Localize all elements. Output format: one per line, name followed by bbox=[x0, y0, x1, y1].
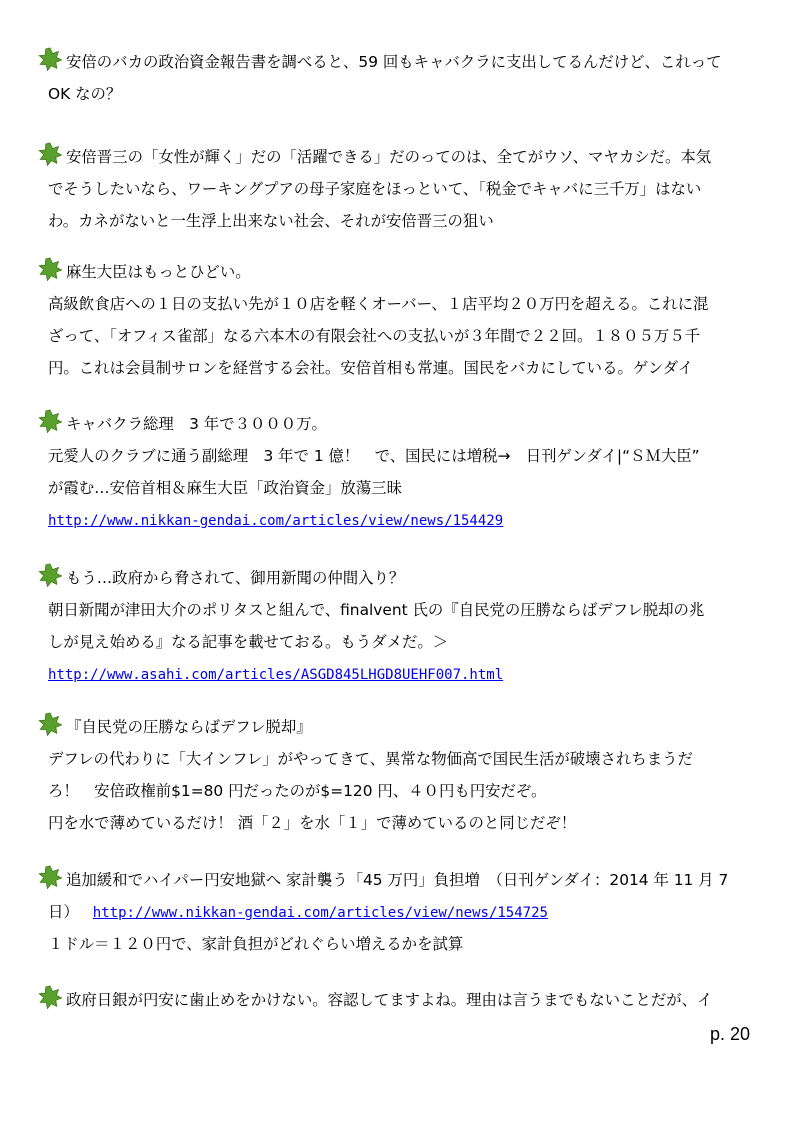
green-star-icon bbox=[38, 712, 62, 736]
entry-line: 円。これは会員制サロンを経営する会社。安倍首相も常連。国民をバカにしている。ゲンダイ bbox=[48, 359, 694, 377]
entry-heading: 安倍のバカの政治資金報告書を調べると、59 回もキャバクラに支出してるんだけど、これって bbox=[38, 46, 750, 78]
green-star-icon bbox=[38, 985, 62, 1009]
entry-heading: キャバクラ総理 3 年で３０００万。 bbox=[38, 408, 750, 440]
green-star-icon bbox=[38, 142, 62, 166]
green-star-icon bbox=[38, 257, 62, 281]
page-number: p. 20 bbox=[709, 1024, 750, 1044]
entry-1 bbox=[38, 46, 750, 110]
entry-line: 朝日新聞が津田大介のポリタスと組んで、finalvent 氏の『自民党の圧勝ならばデフレ脱却の兆 bbox=[48, 601, 705, 619]
article-link[interactable]: http://www.nikkan-gendai.com/articles/view/news/154429 bbox=[48, 513, 504, 529]
article-link[interactable]: http://www.asahi.com/articles/ASGD845LHGD8UEHF007.html bbox=[48, 667, 504, 683]
entry-4 bbox=[38, 408, 750, 536]
entry-line: ろ！ 安倍政権前$1=80 円だったのが$=120 円、４０円も円安だぞ。 bbox=[48, 782, 547, 800]
entry-8 bbox=[38, 984, 750, 1016]
entry-heading: 麻生大臣はもっとひどい。 bbox=[38, 256, 750, 288]
entry-2 bbox=[38, 141, 750, 237]
entry-line: ざって、「オフィス雀部」なる六本木の有限会社への支払いが３年間で２２回。１８０５万５千 bbox=[48, 327, 701, 345]
entry-line: 元愛人のクラブに通う副総理 3 年で 1 億！ で、国民には増税→ 日刊ゲンダイ|“ＳＭ大臣” bbox=[48, 447, 700, 465]
entry-line: １ドル＝１２０円で、家計負担がどれぐらい増えるかを試算 bbox=[48, 935, 464, 953]
entry-line: OK なの？ bbox=[48, 85, 122, 103]
entry-line: 日） http://www.nikkan-gendai.com/articles/view/news/154725 bbox=[48, 903, 548, 921]
entry-6 bbox=[38, 711, 750, 839]
entry-5 bbox=[38, 562, 750, 690]
entry-line: 円を水で薄めているだけ！ 酒「２」を水「１」で薄めているのと同じだぞ！ bbox=[48, 814, 577, 832]
entry-line: 高級飲食店への１日の支払い先が１０店を軽くオーバー、１店平均２０万円を超える。これに混 bbox=[48, 295, 709, 313]
entry-heading: 政府日銀が円安に歯止めをかけない。容認してますよね。理由は言うまでもないことだが、イ bbox=[38, 984, 750, 1016]
entry-line: でそうしたいなら、ワーキングプアの母子家庭をほっといて、「税金でキャバに三千万」はない bbox=[48, 180, 702, 198]
green-star-icon bbox=[38, 563, 62, 587]
entry-line: しが見え始める』なる記事を載せておる。もうダメだ。＞ bbox=[48, 633, 449, 651]
entry-3 bbox=[38, 256, 750, 384]
entry-line: が霞む…安倍首相＆麻生大臣「政治資金」放蕩三昧 bbox=[48, 479, 402, 497]
entry-heading: 追加緩和でハイパー円安地獄へ 家計襲う「45 万円」負担増 （日刊ゲンダイ：2014 年 11 月 7 bbox=[38, 864, 750, 896]
entry-7 bbox=[38, 864, 750, 960]
green-star-icon bbox=[38, 409, 62, 433]
entry-line: わ。カネがないと一生浮上出来ない社会、それが安倍晋三の狙い bbox=[48, 212, 494, 230]
green-star-icon bbox=[38, 865, 62, 889]
entry-heading: 『自民党の圧勝ならばデフレ脱却』 bbox=[38, 711, 750, 743]
entry-heading: 安倍晋三の「女性が輝く」だの「活躍できる」だのってのは、全てがウソ、マヤカシだ。本気 bbox=[38, 141, 750, 173]
entry-heading: もう…政府から脅されて、御用新聞の仲間入り？ bbox=[38, 562, 750, 594]
entry-line: デフレの代わりに「大インフレ」がやってきて、異常な物価高で国民生活が破壊されちまうだ bbox=[48, 750, 693, 768]
green-star-icon bbox=[38, 47, 62, 71]
article-link[interactable]: http://www.nikkan-gendai.com/articles/view/news/154725 bbox=[92, 905, 548, 921]
